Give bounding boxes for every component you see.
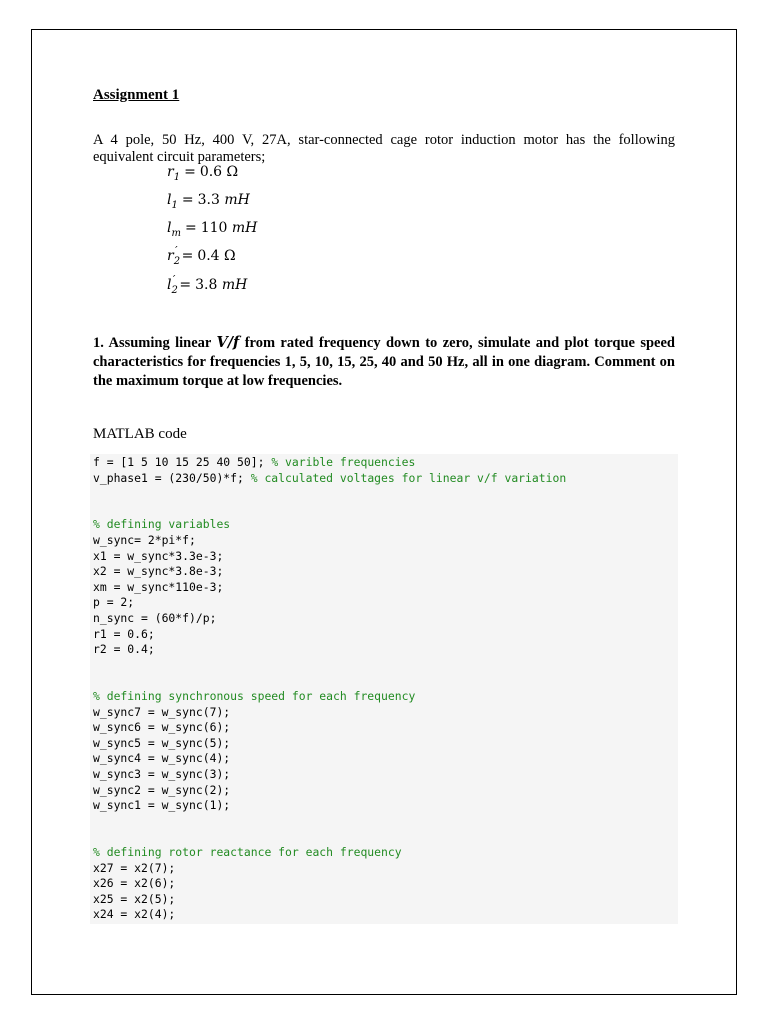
code-comment: % defining synchronous speed for each frequency (93, 689, 416, 703)
code-comment: % calculated voltages for linear v/f variation (250, 470, 567, 485)
code-statement: x25 = x2(5); (93, 891, 176, 906)
code-line (93, 845, 402, 860)
code-line (93, 455, 415, 470)
parameter-unit: mH (221, 277, 248, 293)
code-statement: n_sync = (60*f)/p; (93, 611, 217, 625)
parameter-value: 0.6 Ω (199, 164, 239, 180)
code-line (93, 611, 216, 626)
parameter-value: 3.3 mH (197, 192, 250, 208)
code-block (90, 454, 678, 924)
code-statement: w_sync3 = w_sync(3); (93, 767, 231, 781)
code-line (93, 876, 175, 891)
parameter-symbol: $r_2'$ (167, 244, 181, 267)
parameter-symbol: $l_1$ (167, 192, 178, 211)
code-statement: x1 = w_sync*3.3e-3; (93, 548, 224, 563)
code-statement: w_sync7 = w_sync(7); (93, 704, 231, 719)
code-statement: w_sync5 = w_sync(5); (93, 735, 231, 750)
code-line (93, 751, 230, 766)
parameter-symbol: $l_m$ (167, 220, 181, 239)
code-line (93, 705, 230, 720)
code-statement: p = 2; (93, 595, 135, 610)
code-statement: v_phase1 = (230/50)*f; (93, 470, 251, 485)
code-comment: % varible frequencies (271, 455, 416, 469)
parameter-row: $l_1 = 3.3$ mH (167, 192, 250, 211)
question-1 (93, 333, 675, 391)
code-statement: x27 = x2(7); (93, 860, 176, 875)
parameter-row: $r_1 = 0.6$ Ω (167, 164, 239, 183)
code-statement: x26 = x2(6); (93, 876, 176, 891)
code-statement: w_sync2 = w_sync(2); (93, 782, 231, 797)
parameter-unit: mH (224, 192, 250, 208)
code-line (93, 736, 230, 751)
parameter-row: $l_m = 110$ mH (167, 220, 258, 239)
parameter-row: $r_2' = 0.4$ Ω (167, 244, 236, 267)
code-line (93, 783, 230, 798)
vf-symbol: V/f (216, 334, 240, 351)
code-statement: r2 = 0.4; (93, 642, 155, 657)
question-text-start: 1. Assuming linear (93, 335, 217, 351)
assignment-title: Assignment 1 (93, 87, 180, 103)
code-line (93, 907, 175, 922)
code-statement: w_sync1 = w_sync(1); (93, 798, 231, 813)
code-line (93, 642, 155, 657)
parameter-value: 0.4 Ω (197, 248, 236, 264)
code-line (93, 595, 134, 610)
code-line (93, 627, 155, 642)
matlab-code-label: MATLAB code (93, 426, 187, 442)
parameter-symbol: $l_2'$ (167, 273, 178, 296)
code-line (93, 767, 230, 782)
code-statement: x24 = x2(4); (93, 907, 176, 922)
code-line (93, 517, 230, 532)
code-line (93, 861, 175, 876)
parameter-row: $l_2' = 3.8$ mH (167, 273, 248, 296)
code-line (93, 689, 415, 704)
code-comment: % defining variables (93, 517, 231, 532)
code-line (93, 549, 223, 564)
parameter-unit: Ω (226, 164, 239, 180)
parameter-symbol: $r_1$ (167, 164, 181, 183)
code-line (93, 798, 230, 813)
code-line (93, 580, 223, 595)
question-text-end: from rated frequency down to zero, simulate and plot torque speed characteristics for frequencies 1, 5, 10, 15, 25, 40 and 50 Hz, all in one diagram. Comment on the maximum torque at low frequencies. (93, 335, 675, 389)
code-line (93, 471, 566, 486)
code-statement: x2 = w_sync*3.8e-3; (93, 564, 224, 579)
code-comment: % defining rotor reactance for each frequency (93, 845, 402, 859)
code-line (93, 892, 175, 907)
problem-statement: A 4 pole, 50 Hz, 400 V, 27A, star-connected cage rotor induction motor has the following equivalent circuit parameters; (93, 132, 675, 165)
code-statement: r1 = 0.6; (93, 626, 155, 641)
parameter-value: 110 mH (200, 220, 258, 236)
code-statement: w_sync4 = w_sync(4); (93, 751, 231, 766)
code-line (93, 564, 223, 579)
code-statement: f = [1 5 10 15 25 40 50]; (93, 455, 272, 469)
parameter-value: 3.8 mH (195, 277, 248, 293)
code-statement: w_sync= 2*pi*f; (93, 533, 196, 547)
code-statement: w_sync6 = w_sync(6); (93, 720, 231, 735)
code-line (93, 533, 196, 548)
code-statement: xm = w_sync*110e-3; (93, 579, 224, 594)
code-line (93, 720, 230, 735)
parameter-unit: Ω (224, 248, 236, 264)
parameter-unit: mH (231, 220, 258, 236)
